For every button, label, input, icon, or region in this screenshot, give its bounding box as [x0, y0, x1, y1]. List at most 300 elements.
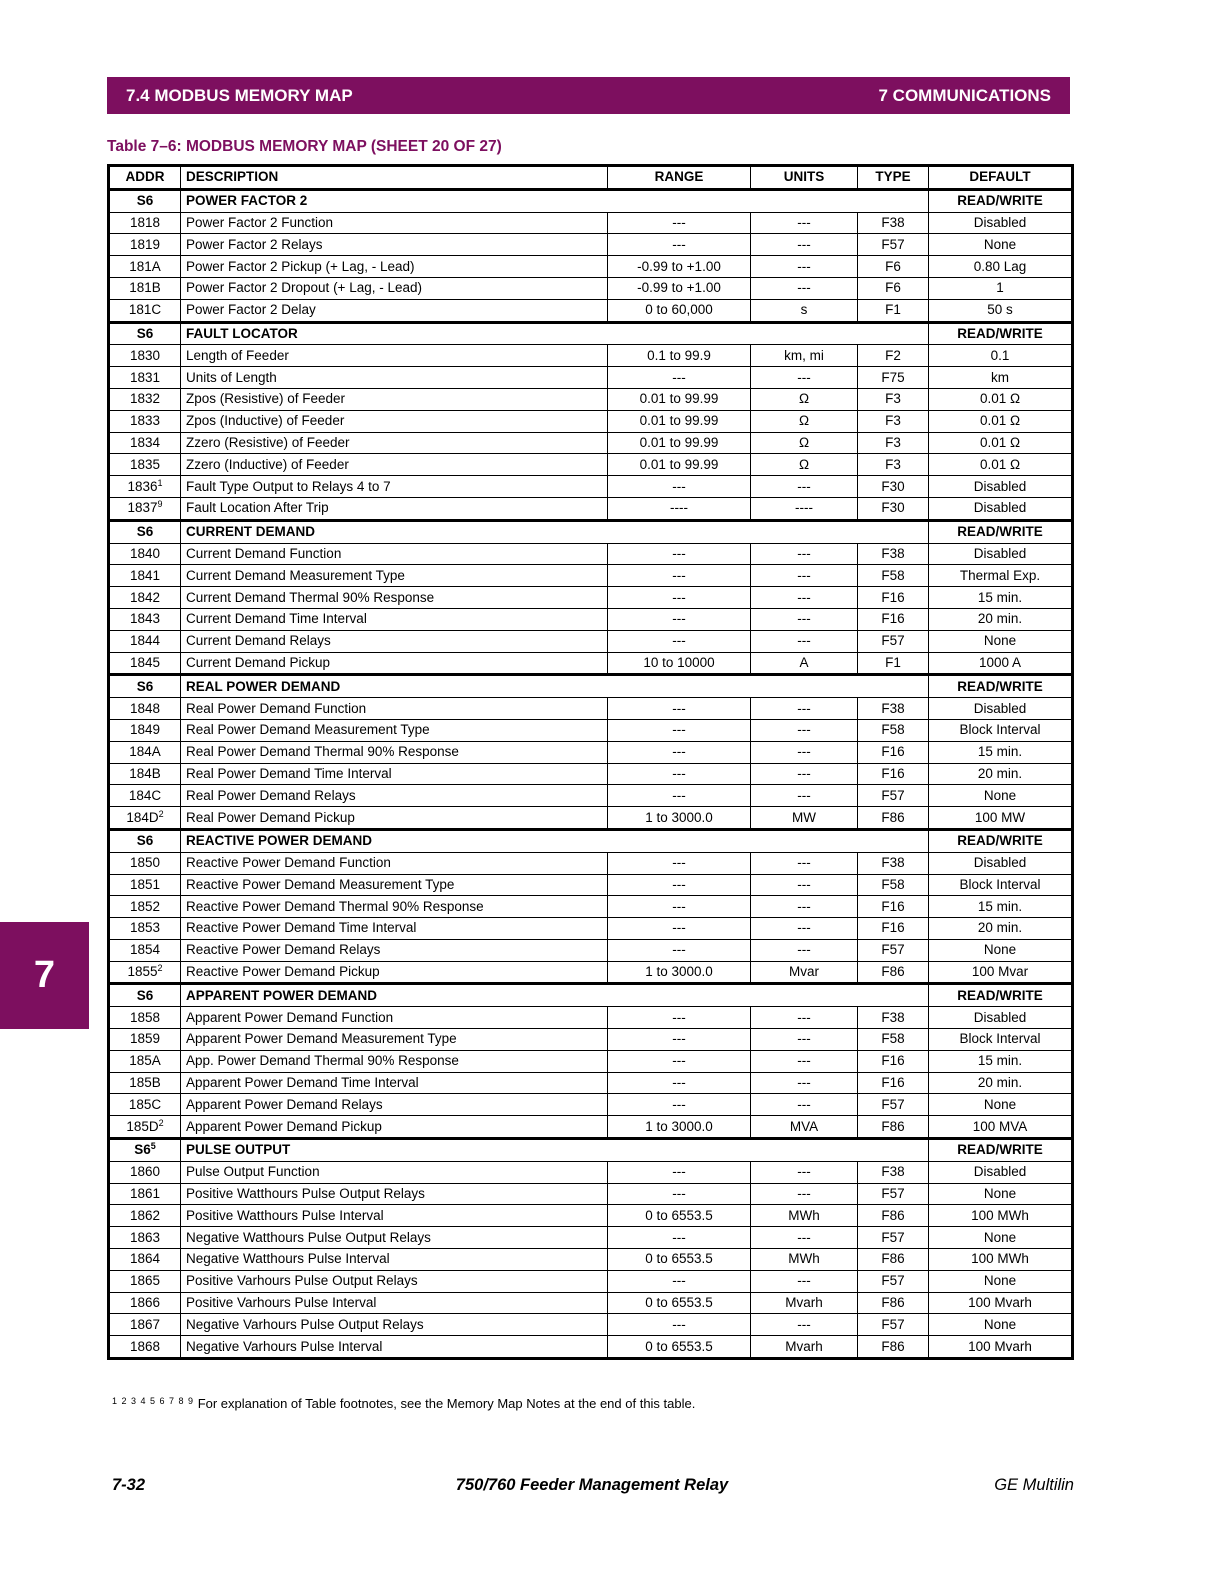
cell-description: Apparent Power Demand Time Interval — [181, 1072, 608, 1094]
cell-type: F6 — [858, 256, 929, 278]
cell-range: 0 to 6553.5 — [608, 1249, 751, 1271]
cell-type: F3 — [858, 454, 929, 476]
section-header-row — [109, 984, 1073, 1007]
cell-description: App. Power Demand Thermal 90% Response — [181, 1050, 608, 1072]
cell-range: --- — [608, 939, 751, 961]
cell-default: 100 MW — [929, 807, 1073, 830]
cell-default: None — [929, 630, 1073, 652]
cell-addr: 1858 — [109, 1007, 181, 1029]
cell-addr: 1863 — [109, 1227, 181, 1249]
section-addr: S6 — [109, 984, 181, 1007]
cell-units: --- — [751, 1270, 858, 1292]
section-title: PULSE OUTPUT — [181, 1139, 929, 1162]
section-addr: S6 — [109, 189, 181, 212]
table-row — [109, 432, 1073, 454]
cell-type: F3 — [858, 410, 929, 432]
cell-addr: 1868 — [109, 1336, 181, 1359]
section-title: 7.4 MODBUS MEMORY MAP — [126, 85, 353, 105]
cell-range: --- — [608, 543, 751, 565]
cell-description: Real Power Demand Measurement Type — [181, 719, 608, 741]
cell-range: --- — [608, 1183, 751, 1205]
cell-type: F57 — [858, 1270, 929, 1292]
cell-range: --- — [608, 1270, 751, 1292]
cell-range: --- — [608, 1050, 751, 1072]
table-row — [109, 345, 1073, 367]
cell-type: F16 — [858, 608, 929, 630]
cell-range: --- — [608, 565, 751, 587]
cell-units: --- — [751, 1007, 858, 1029]
section-access: READ/WRITE — [929, 322, 1073, 345]
cell-description: Negative Varhours Pulse Output Relays — [181, 1314, 608, 1336]
cell-addr: 185A — [109, 1050, 181, 1072]
cell-default: 100 MVA — [929, 1116, 1073, 1139]
cell-description: Zzero (Resistive) of Feeder — [181, 432, 608, 454]
cell-type: F57 — [858, 1227, 929, 1249]
cell-addr: 1840 — [109, 543, 181, 565]
cell-type: F86 — [858, 807, 929, 830]
cell-description: Reactive Power Demand Function — [181, 852, 608, 874]
cell-default: 15 min. — [929, 587, 1073, 609]
table-row — [109, 1094, 1073, 1116]
cell-range: --- — [608, 1227, 751, 1249]
cell-description: Current Demand Thermal 90% Response — [181, 587, 608, 609]
section-title: FAULT LOCATOR — [181, 322, 929, 345]
cell-default: 0.1 — [929, 345, 1073, 367]
cell-description: Apparent Power Demand Measurement Type — [181, 1029, 608, 1051]
cell-description: Reactive Power Demand Pickup — [181, 961, 608, 984]
cell-addr: 1832 — [109, 388, 181, 410]
cell-default: 15 min. — [929, 741, 1073, 763]
footnote — [112, 1396, 695, 1411]
cell-description: Apparent Power Demand Function — [181, 1007, 608, 1029]
cell-description: Real Power Demand Pickup — [181, 807, 608, 830]
cell-default: None — [929, 1314, 1073, 1336]
cell-default: 100 MWh — [929, 1205, 1073, 1227]
cell-range: --- — [608, 367, 751, 389]
footnote-text: For explanation of Table footnotes, see the Memory Map Notes at the end of this table. — [197, 1396, 696, 1411]
cell-description: Units of Length — [181, 367, 608, 389]
cell-range: 0 to 6553.5 — [608, 1336, 751, 1359]
cell-type: F30 — [858, 476, 929, 498]
section-title: APPARENT POWER DEMAND — [181, 984, 929, 1007]
cell-type: F57 — [858, 785, 929, 807]
cell-units: Ω — [751, 454, 858, 476]
cell-units: km, mi — [751, 345, 858, 367]
cell-range: --- — [608, 785, 751, 807]
chapter-title: 7 COMMUNICATIONS — [878, 85, 1051, 105]
cell-range: -0.99 to +1.00 — [608, 277, 751, 299]
cell-units: --- — [751, 608, 858, 630]
cell-default: None — [929, 1094, 1073, 1116]
col-header-range: RANGE — [608, 166, 751, 190]
section-addr: S6 — [109, 675, 181, 698]
cell-default: 0.80 Lag — [929, 256, 1073, 278]
section-access: READ/WRITE — [929, 984, 1073, 1007]
cell-addr: 185C — [109, 1094, 181, 1116]
cell-addr: 1848 — [109, 698, 181, 720]
chapter-tab: 7 — [0, 922, 89, 1029]
cell-units: Mvarh — [751, 1292, 858, 1314]
cell-range: 1 to 3000.0 — [608, 1116, 751, 1139]
cell-units: --- — [751, 543, 858, 565]
table-row — [109, 939, 1073, 961]
cell-range: 0 to 6553.5 — [608, 1205, 751, 1227]
table-row — [109, 1183, 1073, 1205]
cell-range: --- — [608, 918, 751, 940]
cell-description: Reactive Power Demand Measurement Type — [181, 874, 608, 896]
cell-range: --- — [608, 741, 751, 763]
cell-addr: 181C — [109, 299, 181, 322]
cell-range: --- — [608, 1161, 751, 1183]
cell-type: F58 — [858, 719, 929, 741]
cell-addr: 184B — [109, 763, 181, 785]
cell-description: Zzero (Inductive) of Feeder — [181, 454, 608, 476]
cell-addr: 185B — [109, 1072, 181, 1094]
cell-default: 0.01 Ω — [929, 432, 1073, 454]
cell-units: --- — [751, 698, 858, 720]
table-row — [109, 234, 1073, 256]
section-title: REACTIVE POWER DEMAND — [181, 829, 929, 852]
section-addr: S6 — [109, 829, 181, 852]
cell-range: --- — [608, 587, 751, 609]
cell-default: Disabled — [929, 698, 1073, 720]
cell-type: F86 — [858, 1249, 929, 1271]
cell-description: Power Factor 2 Pickup (+ Lag, - Lead) — [181, 256, 608, 278]
cell-addr: 1831 — [109, 367, 181, 389]
cell-type: F16 — [858, 918, 929, 940]
cell-units: --- — [751, 939, 858, 961]
table-row — [109, 1029, 1073, 1051]
cell-type: F57 — [858, 1183, 929, 1205]
cell-description: Negative Watthours Pulse Output Relays — [181, 1227, 608, 1249]
table-row — [109, 1227, 1073, 1249]
cell-type: F3 — [858, 388, 929, 410]
cell-default: None — [929, 1270, 1073, 1292]
cell-units: --- — [751, 852, 858, 874]
cell-default: Thermal Exp. — [929, 565, 1073, 587]
cell-default: None — [929, 785, 1073, 807]
cell-description: Apparent Power Demand Pickup — [181, 1116, 608, 1139]
cell-units: --- — [751, 256, 858, 278]
cell-addr: 1855$^2$ — [109, 961, 181, 984]
cell-default: 15 min. — [929, 896, 1073, 918]
cell-units: --- — [751, 212, 858, 234]
cell-range: 0.01 to 99.99 — [608, 432, 751, 454]
cell-default: 100 Mvarh — [929, 1292, 1073, 1314]
cell-units: MWh — [751, 1205, 858, 1227]
table-row — [109, 1270, 1073, 1292]
cell-default: 0.01 Ω — [929, 410, 1073, 432]
cell-range: --- — [608, 1072, 751, 1094]
cell-type: F86 — [858, 1292, 929, 1314]
cell-addr: 1859 — [109, 1029, 181, 1051]
cell-addr: 1852 — [109, 896, 181, 918]
cell-units: --- — [751, 277, 858, 299]
section-header-row — [109, 829, 1073, 852]
cell-type: F57 — [858, 234, 929, 256]
table-header-row — [109, 166, 1073, 190]
cell-units: A — [751, 652, 858, 675]
cell-default: Disabled — [929, 543, 1073, 565]
cell-addr: 1867 — [109, 1314, 181, 1336]
table-row — [109, 852, 1073, 874]
cell-units: Mvar — [751, 961, 858, 984]
cell-type: F2 — [858, 345, 929, 367]
cell-description: Zpos (Resistive) of Feeder — [181, 388, 608, 410]
cell-default: 1 — [929, 277, 1073, 299]
cell-description: Current Demand Time Interval — [181, 608, 608, 630]
cell-default: Disabled — [929, 212, 1073, 234]
cell-type: F58 — [858, 565, 929, 587]
cell-default: Block Interval — [929, 1029, 1073, 1051]
cell-units: --- — [751, 1183, 858, 1205]
footer-title: 750/760 Feeder Management Relay — [455, 1476, 729, 1494]
cell-description: Negative Varhours Pulse Interval — [181, 1336, 608, 1359]
cell-range: --- — [608, 212, 751, 234]
cell-description: Real Power Demand Function — [181, 698, 608, 720]
table-row — [109, 1249, 1073, 1271]
section-header-row — [109, 1139, 1073, 1162]
cell-addr: 1843 — [109, 608, 181, 630]
footnote-ref: 9 — [157, 499, 163, 510]
cell-default: Disabled — [929, 1007, 1073, 1029]
cell-type: F38 — [858, 698, 929, 720]
cell-units: MW — [751, 807, 858, 830]
cell-addr: 1850 — [109, 852, 181, 874]
col-header-description: DESCRIPTION — [181, 166, 608, 190]
footnote-numbers: 1 2 3 4 5 6 7 8 9 — [112, 1396, 195, 1406]
cell-default: 0.01 Ω — [929, 388, 1073, 410]
cell-units: --- — [751, 741, 858, 763]
cell-units: --- — [751, 367, 858, 389]
cell-addr: 184A — [109, 741, 181, 763]
cell-range: ---- — [608, 497, 751, 520]
footnote-ref: 2 — [158, 1117, 164, 1128]
section-title: POWER FACTOR 2 — [181, 189, 929, 212]
table-row — [109, 630, 1073, 652]
footnote-ref: 5 — [150, 1141, 156, 1152]
cell-range: --- — [608, 1094, 751, 1116]
table-row — [109, 961, 1073, 984]
table-row — [109, 388, 1073, 410]
cell-addr: 1830 — [109, 345, 181, 367]
cell-description: Real Power Demand Thermal 90% Response — [181, 741, 608, 763]
cell-addr: 1865 — [109, 1270, 181, 1292]
cell-units: ---- — [751, 497, 858, 520]
cell-description: Fault Type Output to Relays 4 to 7 — [181, 476, 608, 498]
table-row — [109, 212, 1073, 234]
cell-default: 100 Mvar — [929, 961, 1073, 984]
cell-type: F86 — [858, 1116, 929, 1139]
cell-type: F38 — [858, 212, 929, 234]
cell-addr: 1860 — [109, 1161, 181, 1183]
section-access: READ/WRITE — [929, 520, 1073, 543]
cell-type: F16 — [858, 763, 929, 785]
cell-range: 0.01 to 99.99 — [608, 454, 751, 476]
cell-description: Real Power Demand Time Interval — [181, 763, 608, 785]
cell-range: 0.01 to 99.99 — [608, 410, 751, 432]
cell-default: 100 Mvarh — [929, 1336, 1073, 1359]
cell-range: --- — [608, 763, 751, 785]
cell-addr: 1837$^9$ — [109, 497, 181, 520]
section-header-row — [109, 189, 1073, 212]
cell-description: Length of Feeder — [181, 345, 608, 367]
col-header-default: DEFAULT — [929, 166, 1073, 190]
table-row — [109, 1116, 1073, 1139]
section-header-row — [109, 675, 1073, 698]
cell-description: Current Demand Measurement Type — [181, 565, 608, 587]
table-row — [109, 763, 1073, 785]
cell-description: Negative Watthours Pulse Interval — [181, 1249, 608, 1271]
cell-range: --- — [608, 1314, 751, 1336]
cell-type: F16 — [858, 587, 929, 609]
cell-units: MVA — [751, 1116, 858, 1139]
col-header-addr: ADDR — [109, 166, 181, 190]
table-row — [109, 565, 1073, 587]
col-header-type: TYPE — [858, 166, 929, 190]
table-title: Table 7–6: MODBUS MEMORY MAP (SHEET 20 OF 27) — [107, 138, 502, 155]
cell-range: 10 to 10000 — [608, 652, 751, 675]
table-row — [109, 587, 1073, 609]
cell-type: F38 — [858, 1161, 929, 1183]
cell-default: None — [929, 939, 1073, 961]
cell-units: --- — [751, 874, 858, 896]
table-row — [109, 410, 1073, 432]
table-row — [109, 1314, 1073, 1336]
cell-addr: 184C — [109, 785, 181, 807]
cell-units: --- — [751, 719, 858, 741]
cell-description: Power Factor 2 Delay — [181, 299, 608, 322]
cell-range: --- — [608, 476, 751, 498]
table-row — [109, 1007, 1073, 1029]
cell-type: F57 — [858, 1314, 929, 1336]
cell-range: --- — [608, 630, 751, 652]
cell-type: F1 — [858, 299, 929, 322]
cell-type: F58 — [858, 1029, 929, 1051]
cell-units: s — [751, 299, 858, 322]
section-access: READ/WRITE — [929, 189, 1073, 212]
table-body — [109, 189, 1073, 1358]
cell-units: MWh — [751, 1249, 858, 1271]
cell-description: Positive Varhours Pulse Interval — [181, 1292, 608, 1314]
cell-range: --- — [608, 1029, 751, 1051]
cell-description: Real Power Demand Relays — [181, 785, 608, 807]
cell-default: 20 min. — [929, 1072, 1073, 1094]
cell-units: --- — [751, 1227, 858, 1249]
cell-description: Positive Watthours Pulse Output Relays — [181, 1183, 608, 1205]
table-row — [109, 299, 1073, 322]
table-row — [109, 1072, 1073, 1094]
section-title: REAL POWER DEMAND — [181, 675, 929, 698]
cell-type: F30 — [858, 497, 929, 520]
cell-addr: 1866 — [109, 1292, 181, 1314]
cell-addr: 1833 — [109, 410, 181, 432]
section-title: CURRENT DEMAND — [181, 520, 929, 543]
cell-type: F1 — [858, 652, 929, 675]
table-row — [109, 543, 1073, 565]
cell-addr: 1844 — [109, 630, 181, 652]
cell-units: --- — [751, 587, 858, 609]
cell-type: F86 — [858, 1336, 929, 1359]
table-row — [109, 367, 1073, 389]
table-row — [109, 476, 1073, 498]
cell-addr: 1842 — [109, 587, 181, 609]
cell-range: --- — [608, 719, 751, 741]
cell-units: --- — [751, 565, 858, 587]
cell-range: 0.1 to 99.9 — [608, 345, 751, 367]
cell-addr: 1864 — [109, 1249, 181, 1271]
cell-default: Disabled — [929, 1161, 1073, 1183]
cell-default: None — [929, 1227, 1073, 1249]
cell-addr: 1853 — [109, 918, 181, 940]
cell-type: F38 — [858, 852, 929, 874]
cell-default: None — [929, 234, 1073, 256]
cell-description: Power Factor 2 Function — [181, 212, 608, 234]
table-row — [109, 256, 1073, 278]
cell-range: 1 to 3000.0 — [608, 961, 751, 984]
table-row — [109, 874, 1073, 896]
cell-range: --- — [608, 1007, 751, 1029]
cell-description: Reactive Power Demand Time Interval — [181, 918, 608, 940]
section-addr: $S6^5$ — [109, 1139, 181, 1162]
cell-addr: 1834 — [109, 432, 181, 454]
cell-description: Zpos (Inductive) of Feeder — [181, 410, 608, 432]
cell-units: Ω — [751, 388, 858, 410]
cell-units: Mvarh — [751, 1336, 858, 1359]
cell-range: 1 to 3000.0 — [608, 807, 751, 830]
cell-type: F75 — [858, 367, 929, 389]
cell-range: --- — [608, 698, 751, 720]
cell-range: 0 to 6553.5 — [608, 1292, 751, 1314]
cell-addr: 1861 — [109, 1183, 181, 1205]
cell-description: Power Factor 2 Dropout (+ Lag, - Lead) — [181, 277, 608, 299]
cell-type: F57 — [858, 630, 929, 652]
section-header-row — [109, 322, 1073, 345]
cell-default: 20 min. — [929, 608, 1073, 630]
table-row — [109, 608, 1073, 630]
col-header-units: UNITS — [751, 166, 858, 190]
cell-addr: 1841 — [109, 565, 181, 587]
cell-type: F16 — [858, 1050, 929, 1072]
section-header-row — [109, 520, 1073, 543]
cell-type: F38 — [858, 1007, 929, 1029]
cell-addr: 1862 — [109, 1205, 181, 1227]
table-row — [109, 454, 1073, 476]
cell-type: F86 — [858, 961, 929, 984]
cell-type: F16 — [858, 1072, 929, 1094]
cell-description: Current Demand Pickup — [181, 652, 608, 675]
table-row — [109, 1336, 1073, 1359]
table-row — [109, 277, 1073, 299]
cell-default: 1000 A — [929, 652, 1073, 675]
memory-map-table — [107, 164, 1074, 1360]
footer-brand: GE Multilin — [994, 1476, 1074, 1494]
cell-type: F6 — [858, 277, 929, 299]
cell-default: 15 min. — [929, 1050, 1073, 1072]
cell-default: None — [929, 1183, 1073, 1205]
cell-addr: 181A — [109, 256, 181, 278]
cell-description: Current Demand Relays — [181, 630, 608, 652]
cell-addr: 1854 — [109, 939, 181, 961]
footnote-ref: 2 — [157, 963, 163, 974]
table-row — [109, 652, 1073, 675]
cell-default: Block Interval — [929, 719, 1073, 741]
cell-description: Power Factor 2 Relays — [181, 234, 608, 256]
table-row — [109, 1050, 1073, 1072]
cell-addr: 1835 — [109, 454, 181, 476]
cell-units: --- — [751, 1050, 858, 1072]
cell-range: --- — [608, 608, 751, 630]
